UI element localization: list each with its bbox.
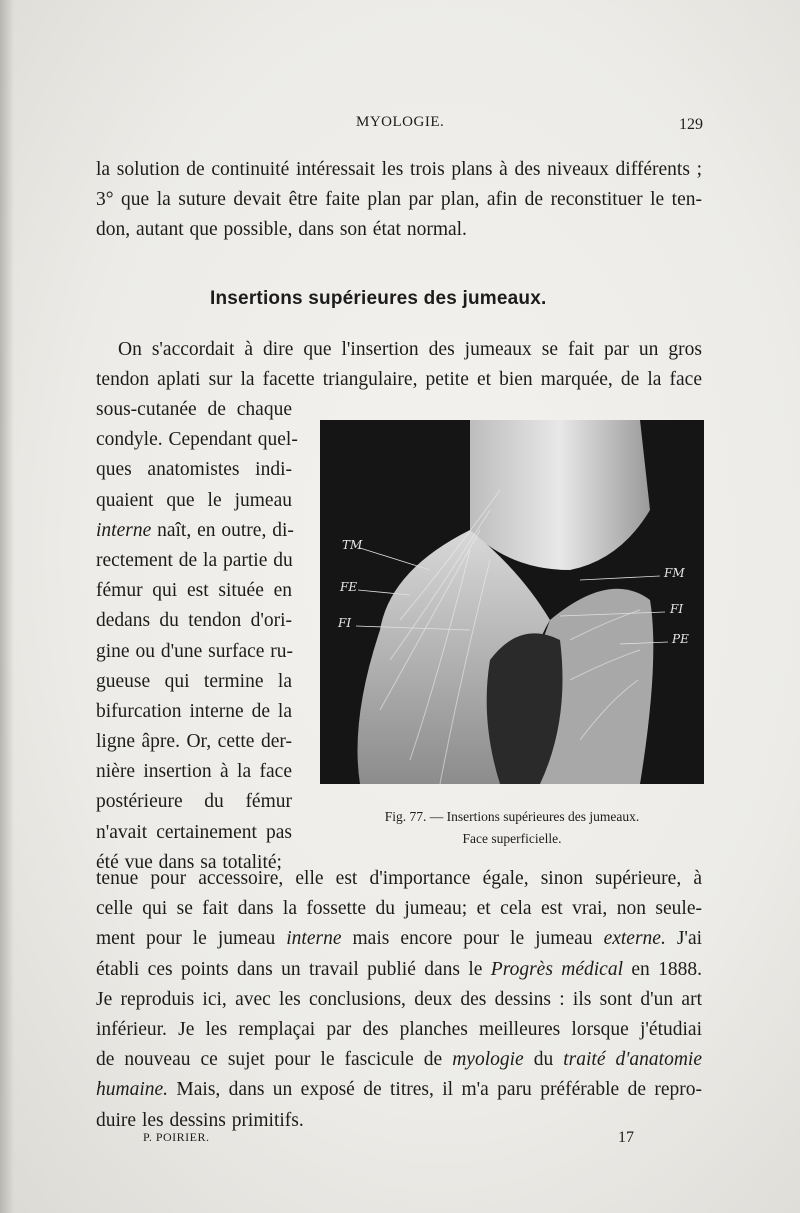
text-fragment: naît, en outre, di- — [157, 519, 294, 541]
anatomical-figure — [320, 420, 704, 784]
page-number: 129 — [679, 116, 703, 133]
text-line: sous-cutanée de chaque — [96, 399, 292, 420]
text-fragment: Mais, dans un exposé de titres, il m'a paru préférable de repro- — [176, 1079, 703, 1101]
text-line: tendon aplati sur la facette triangulaire, petite et bien marquée, de la face — [96, 369, 702, 391]
text-line: été vue dans sa totalité; — [96, 851, 282, 873]
text-fragment: J'ai — [676, 928, 703, 950]
text-line: duire les dessins primitifs. — [96, 1109, 304, 1131]
text-fragment: du — [533, 1049, 554, 1071]
footer-author: P. POIRIER. — [143, 1130, 210, 1144]
text-line: tenue pour accessoire, elle est d'importance égale, sinon supérieure, à — [96, 868, 702, 889]
text-line: don, autant que possible, dans son état normal. — [96, 219, 467, 241]
text-line: nière insertion à la face — [96, 761, 292, 783]
text-fragment: de nouveau ce sujet pour le fascicule de — [96, 1049, 443, 1071]
text-line: gine ou d'une surface ru- — [96, 640, 294, 662]
caption-line: Face superficielle. — [462, 831, 562, 846]
italic-word: interne — [96, 519, 152, 541]
text-line: rectement de la partie du — [96, 549, 293, 571]
figure-label-fm: FM — [664, 566, 685, 580]
text-line — [96, 955, 702, 985]
text-line: n'avait certainement pas — [96, 821, 292, 843]
text-line: bifurcation interne de la — [96, 700, 292, 722]
text-line — [96, 516, 292, 546]
text-fragment: établi ces points dans un travail publié dans le — [96, 958, 483, 980]
text-line: On s'accordait à dire que l'insertion des jumeaux se fait par un gros — [118, 339, 702, 360]
text-line — [96, 924, 702, 954]
text-line: Je reproduis ici, avec les conclusions, deux des dessins : ils sont d'un art — [96, 988, 702, 1010]
italic-word: humaine. — [96, 1079, 169, 1101]
paragraph-continuation-2 — [96, 864, 702, 1136]
italic-phrase: Progrès médical — [490, 958, 623, 980]
section-heading: Insertions supérieures des jumeaux. — [210, 288, 547, 309]
narrow-column-text — [96, 395, 298, 878]
text-line: ligne âpre. Or, cette der- — [96, 731, 292, 753]
text-fragment: en 1888. — [631, 958, 703, 980]
figure-label-fe: FE — [340, 580, 358, 594]
text-line: postérieure du fémur — [96, 791, 292, 813]
text-fragment: mais encore pour le jumeau — [352, 928, 593, 950]
italic-word: interne — [286, 928, 342, 950]
text-line: condyle. Cependant quel- — [96, 429, 298, 451]
italic-word: externe. — [603, 928, 666, 950]
text-line: ques anatomistes indi- — [96, 459, 292, 481]
signature-mark: 17 — [618, 1129, 634, 1146]
figure-label-fi-right: FI — [670, 602, 684, 616]
text-line: celle qui se fait dans la fossette du jumeau; et cela est vrai, non seule- — [96, 898, 702, 920]
running-header-title: MYOLOGIE. — [356, 114, 445, 130]
gastrocnemius-insertion-drawing — [320, 420, 704, 784]
text-line: fémur qui est située en — [96, 580, 292, 602]
text-line: gueuse qui termine la — [96, 670, 292, 692]
italic-word: myologie — [452, 1049, 524, 1071]
figure-caption — [356, 806, 668, 850]
italic-phrase: traité d'anatomie — [563, 1049, 702, 1071]
paragraph-intro — [96, 335, 702, 395]
text-line: quaient que le jumeau — [96, 489, 292, 511]
caption-line: Fig. 77. — Insertions supérieures des jumeaux. — [384, 809, 640, 824]
text-line: la solution de continuité intéressait les trois plans à des niveaux différents ; — [96, 159, 702, 180]
text-line: 3° que la suture devait être faite plan par plan, afin de reconstituer le ten- — [96, 189, 702, 211]
text-line: dedans du tendon d'ori- — [96, 610, 292, 632]
figure-label-tm: TM — [342, 538, 363, 552]
text-line: inférieur. Je les remplaçai par des planches meilleures lorsque j'étudiai — [96, 1018, 702, 1040]
text-line — [96, 1075, 702, 1105]
text-line — [96, 1045, 702, 1075]
paragraph-continuation — [96, 155, 702, 246]
text-fragment: ment pour le jumeau — [96, 928, 276, 950]
figure-label-pe: PE — [672, 632, 689, 646]
figure-label-fi: FI — [338, 616, 352, 630]
